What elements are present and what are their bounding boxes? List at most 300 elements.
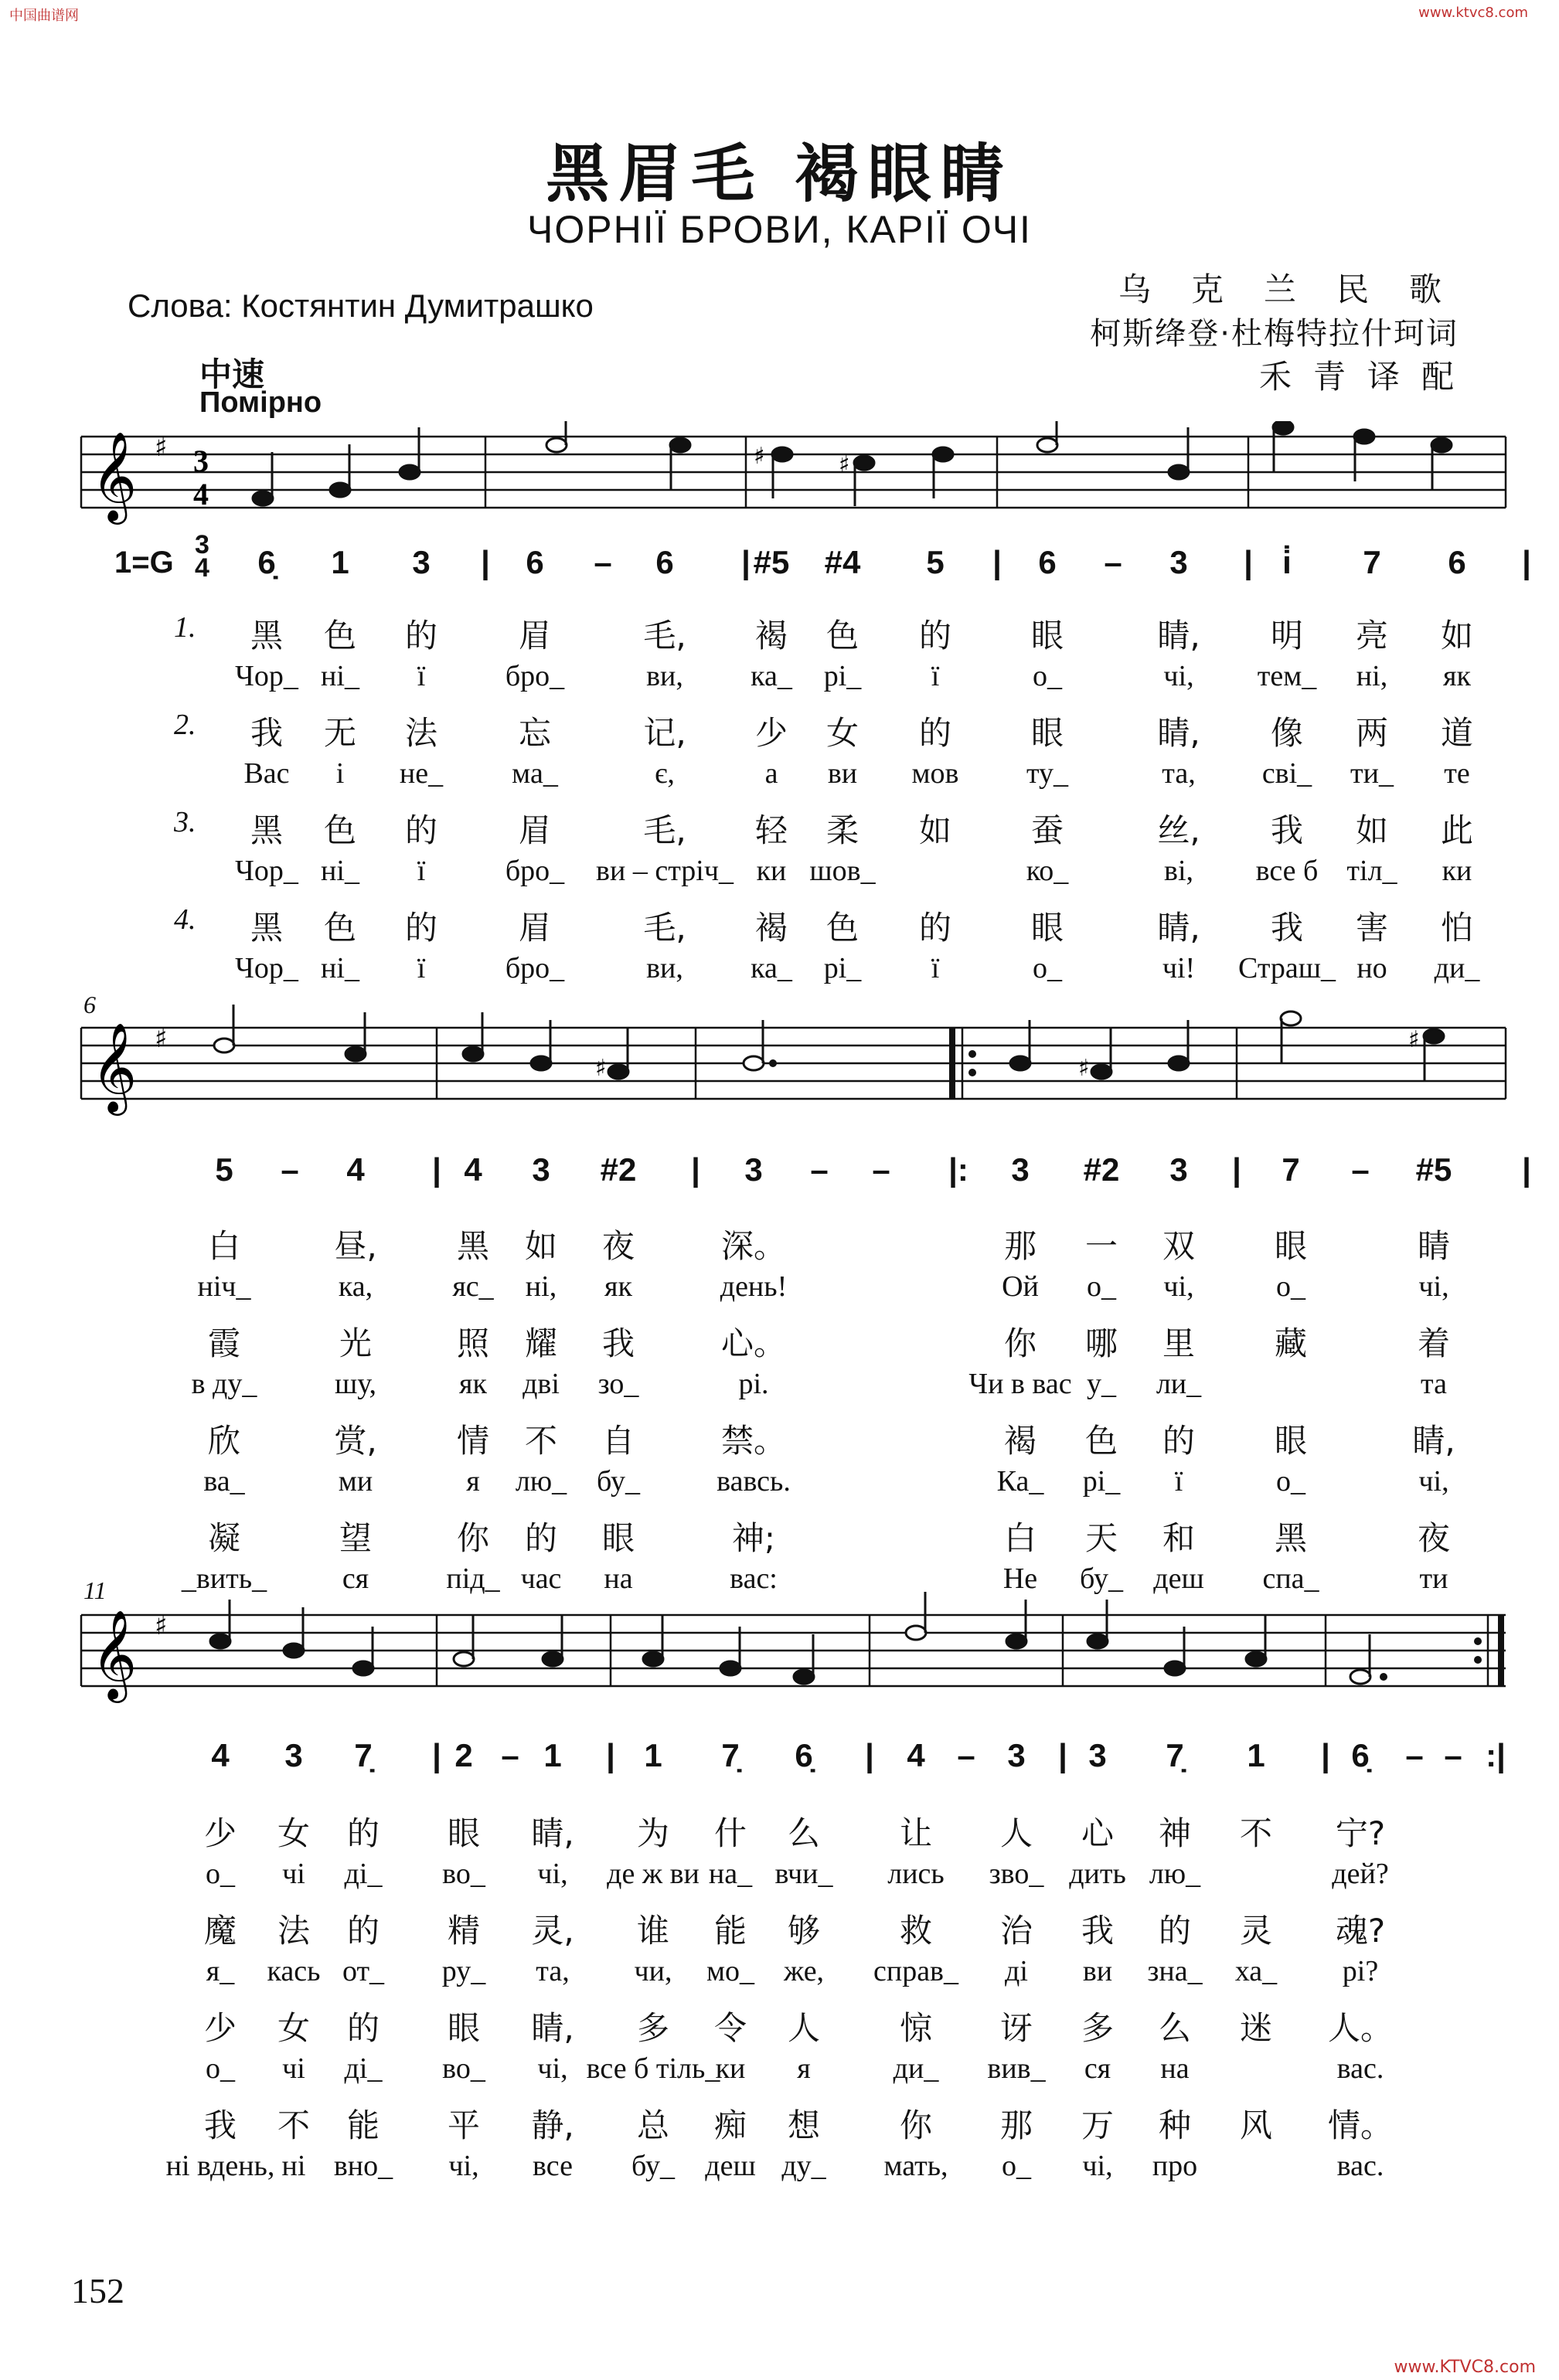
lyric-syllable: 静, xyxy=(531,2106,574,2144)
notation-symbol: i̇ xyxy=(1282,544,1292,580)
lyric-syllable: вно_ xyxy=(333,2150,393,2182)
lyric-syllable: 色 xyxy=(323,811,357,849)
lyric-syllable: дві xyxy=(523,1368,560,1400)
lyric-syllable: 魂? xyxy=(1335,1912,1386,1950)
lyric-syllable: 赏, xyxy=(334,1422,377,1460)
lyric-syllable: чі, xyxy=(1163,660,1194,692)
notation-symbol: | xyxy=(432,1151,441,1188)
svg-text:♯: ♯ xyxy=(155,432,168,463)
lyric-syllable: 我 xyxy=(250,714,284,752)
lyric-line-ukrainian xyxy=(0,1954,1559,2001)
lyric-syllable: бро_ xyxy=(505,952,565,984)
lyric-syllable: о_ xyxy=(1276,1270,1305,1303)
lyric-syllable: 眉 xyxy=(518,811,552,849)
lyric-syllable: 女 xyxy=(277,2009,311,2047)
lyric-syllable: все б xyxy=(1255,855,1319,887)
lyric-syllable: все xyxy=(533,2150,573,2182)
lyric-syllable: ма_ xyxy=(512,757,558,790)
lyric-syllable: 情。 xyxy=(1327,2106,1394,2144)
lyric-syllable: 照 xyxy=(456,1324,490,1362)
lyric-syllable: я xyxy=(797,2052,811,2085)
lyric-syllable: 睛, xyxy=(531,2009,574,2047)
lyric-syllable: рі_ xyxy=(823,660,862,692)
notation-symbol: | xyxy=(481,544,490,580)
treble-clef-icon: 𝄞 xyxy=(91,1609,138,1699)
lyric-syllable: вас: xyxy=(730,1562,778,1595)
lyricist-credit-ukrainian: Слова: Костянтин Думитрашко xyxy=(128,287,594,324)
lyric-syllable: 天 xyxy=(1084,1519,1118,1557)
notation-symbol: 5 xyxy=(215,1151,233,1188)
lyric-syllable: от_ xyxy=(342,1955,385,1987)
notation-symbol: | xyxy=(432,1737,441,1773)
lyric-syllable: 耀 xyxy=(524,1324,558,1362)
lyric-syllable: 色 xyxy=(323,617,357,654)
notation-symbol: 6̣ xyxy=(257,544,276,580)
lyric-syllable: ї xyxy=(1174,1465,1183,1498)
lyric-syllable: ду_ xyxy=(781,2150,826,2182)
lyric-syllable: 昼, xyxy=(334,1227,377,1265)
lyric-syllable: чі, xyxy=(1082,2150,1113,2182)
lyric-syllable: 的 xyxy=(918,714,952,752)
lyric-syllable: 为 xyxy=(636,1814,670,1852)
verse-number: 3. xyxy=(174,806,196,838)
lyric-syllable: во_ xyxy=(442,2052,485,2085)
lyric-syllable: 黑 xyxy=(250,811,284,849)
notation-symbol: 3 xyxy=(1169,1151,1188,1188)
lyric-syllable: лю_ xyxy=(515,1465,567,1498)
notation-symbol: 3 xyxy=(284,1737,303,1773)
lyric-line-chinese xyxy=(0,1221,1559,1267)
lyric-syllable: рі. xyxy=(738,1368,769,1400)
lyric-line-chinese xyxy=(0,903,1559,949)
lyric-syllable: о_ xyxy=(1002,2150,1031,2182)
lyric-syllable: 睛, xyxy=(1157,714,1200,752)
lyric-syllable: 你 xyxy=(456,1519,490,1557)
lyric-syllable: Чор_ xyxy=(235,952,298,984)
lyric-syllable: 一 xyxy=(1084,1227,1118,1265)
lyric-syllable: а xyxy=(764,757,778,790)
lyric-syllable: 的 xyxy=(346,2009,380,2047)
lyric-syllable: лись xyxy=(887,1858,945,1890)
lyric-line-ukrainian xyxy=(0,951,1559,998)
lyric-syllable: 想 xyxy=(787,2106,821,2144)
lyric-syllable: 毛, xyxy=(643,909,686,947)
lyric-syllable: но xyxy=(1356,952,1387,984)
lyric-syllable: ми xyxy=(338,1465,373,1498)
notation-symbol: 1 xyxy=(331,544,349,580)
lyric-syllable: 黑 xyxy=(456,1227,490,1265)
lyric-syllable: ї xyxy=(931,660,940,692)
lyric-syllable: 亮 xyxy=(1355,617,1389,654)
tempo-marking-ukrainian: Помірно xyxy=(199,386,322,419)
notation-symbol: – xyxy=(1104,544,1122,580)
notation-symbol: | xyxy=(741,544,751,580)
lyric-syllable: Чор_ xyxy=(235,855,298,887)
lyric-syllable: бро_ xyxy=(505,855,565,887)
lyric-syllable: Страш_ xyxy=(1237,952,1336,984)
notation-symbol: – xyxy=(957,1737,975,1773)
lyric-syllable: 魔 xyxy=(203,1912,237,1950)
lyric-syllable: 睛, xyxy=(1157,617,1200,654)
lyric-syllable: 眼 xyxy=(447,1814,481,1852)
lyric-syllable: Ой xyxy=(1002,1270,1039,1303)
notation-symbol: 6 xyxy=(526,544,544,580)
lyric-syllable: 黑 xyxy=(250,617,284,654)
lyric-syllable: ви, xyxy=(646,952,683,984)
notation-symbol: #5 xyxy=(753,544,790,580)
lyric-syllable: 人。 xyxy=(1327,2009,1394,2047)
notation-symbol: #4 xyxy=(824,544,861,580)
lyric-syllable: 我 xyxy=(1270,909,1304,947)
lyric-syllable: 褐 xyxy=(754,617,788,654)
lyric-syllable: 睛 xyxy=(1417,1227,1451,1265)
notation-symbol: | xyxy=(1058,1737,1067,1773)
lyric-syllable: 白 xyxy=(207,1227,241,1265)
lyric-syllable: 灵, xyxy=(531,1912,574,1950)
lyric-syllable: _вить_ xyxy=(181,1562,267,1595)
lyric-syllable: рі? xyxy=(1342,1955,1379,1987)
notation-symbol: 7̣ xyxy=(354,1737,373,1773)
lyric-syllable: на xyxy=(1160,2052,1190,2085)
lyric-syllable: бро_ xyxy=(505,660,565,692)
lyric-syllable: 如 xyxy=(1355,811,1389,849)
staff-system-2 xyxy=(0,1005,1559,1120)
lyric-syllable: о_ xyxy=(1033,952,1062,984)
lyric-syllable: Не xyxy=(1002,1562,1038,1595)
notation-symbol: | xyxy=(606,1737,615,1773)
lyric-syllable: рі_ xyxy=(823,952,862,984)
lyric-syllable: і xyxy=(335,757,345,790)
lyric-syllable: 禁。 xyxy=(720,1422,787,1460)
lyric-syllable: як xyxy=(604,1270,632,1303)
lyric-syllable: зво_ xyxy=(989,1858,1044,1890)
lyric-syllable: чі, xyxy=(1418,1465,1449,1498)
key-signature: 1=G xyxy=(114,546,174,580)
notation-symbol: – xyxy=(501,1737,519,1773)
lyric-syllable: 不 xyxy=(1239,1814,1273,1852)
lyric-syllable: 那 xyxy=(1003,1227,1037,1265)
svg-text:♯: ♯ xyxy=(754,443,765,470)
lyric-syllable: 法 xyxy=(404,714,438,752)
lyric-syllable: 女 xyxy=(825,714,859,752)
lyric-syllable: ви xyxy=(1082,1955,1113,1987)
lyric-syllable: 我 xyxy=(601,1324,635,1362)
lyric-syllable: ки xyxy=(715,2052,746,2085)
lyric-syllable: 让 xyxy=(899,1814,933,1852)
lyric-syllable: 多 xyxy=(636,2009,670,2047)
lyric-syllable: ки xyxy=(756,855,787,887)
lyric-syllable: 么 xyxy=(1158,2009,1192,2047)
lyric-syllable: ви, xyxy=(646,660,683,692)
notation-symbol: 6̣ xyxy=(795,1737,813,1773)
notation-symbol: 3 xyxy=(744,1151,763,1188)
translator-credit: 禾青译配 xyxy=(1258,358,1476,396)
lyric-line-chinese xyxy=(0,2100,1559,2147)
lyric-syllable: мать, xyxy=(883,2150,948,2182)
lyric-syllable: 少 xyxy=(203,1814,237,1852)
lyric-syllable: 忘 xyxy=(518,714,552,752)
notation-symbol: 7̣ xyxy=(721,1737,740,1773)
lyric-syllable: 么 xyxy=(787,1814,821,1852)
lyric-syllable: ся xyxy=(1084,2052,1111,2085)
lyric-syllable: те xyxy=(1444,757,1470,790)
lyric-syllable: 道 xyxy=(1440,714,1474,752)
lyric-syllable: во_ xyxy=(442,1858,485,1890)
lyric-syllable: 哪 xyxy=(1084,1324,1118,1362)
lyric-syllable: 的 xyxy=(1158,1912,1192,1950)
svg-text:3: 3 xyxy=(193,444,209,478)
staff-system-3 xyxy=(0,1592,1559,1708)
lyric-line-chinese xyxy=(0,1906,1559,1952)
lyric-syllable: деш xyxy=(1153,1562,1204,1595)
lyric-syllable: зна_ xyxy=(1147,1955,1203,1987)
lyric-syllable: 神 xyxy=(1158,1814,1192,1852)
notation-symbol: – xyxy=(281,1151,299,1188)
lyric-line-chinese xyxy=(0,805,1559,852)
lyricist-credit: 柯斯绛登·杜梅特拉什珂词 xyxy=(1090,316,1459,352)
numbered-notation-row xyxy=(0,544,1559,590)
lyric-syllable: 如 xyxy=(524,1227,558,1265)
notation-symbol: 6 xyxy=(1448,544,1466,580)
lyric-syllable: Чор_ xyxy=(235,660,298,692)
lyric-syllable: ки xyxy=(1442,855,1472,887)
lyric-syllable: 色 xyxy=(825,909,859,947)
notation-symbol: 3 xyxy=(1011,1151,1030,1188)
lyric-line-ukrainian xyxy=(0,659,1559,706)
lyric-syllable: о_ xyxy=(1276,1465,1305,1498)
notation-symbol: | xyxy=(1321,1737,1330,1773)
svg-text:♯: ♯ xyxy=(1078,1055,1090,1082)
lyric-syllable: чи, xyxy=(634,1955,672,1987)
lyric-syllable: 惊 xyxy=(899,2009,933,2047)
lyric-syllable: час xyxy=(520,1562,562,1595)
lyric-line-chinese xyxy=(0,610,1559,657)
treble-clef-icon: 𝄞 xyxy=(91,430,138,521)
lyric-syllable: 的 xyxy=(524,1519,558,1557)
lyric-syllable: 少 xyxy=(754,714,788,752)
lyric-syllable: 你 xyxy=(1003,1324,1037,1362)
lyric-syllable: ди_ xyxy=(893,2052,939,2085)
lyric-syllable: 救 xyxy=(899,1912,933,1950)
notation-symbol: | xyxy=(1232,1151,1241,1188)
lyric-syllable: тіл_ xyxy=(1346,855,1397,887)
lyric-syllable: ї xyxy=(417,855,426,887)
lyric-syllable: 平 xyxy=(447,2106,481,2144)
lyric-line-chinese xyxy=(0,708,1559,754)
lyric-syllable: 法 xyxy=(277,1912,311,1950)
lyric-syllable: на xyxy=(604,1562,633,1595)
lyric-line-ukrainian xyxy=(0,756,1559,803)
time-signature: 3 4 xyxy=(195,530,209,583)
lyric-syllable: о_ xyxy=(206,2052,235,2085)
notation-symbol: 7 xyxy=(1282,1151,1300,1188)
lyric-syllable: 什 xyxy=(713,1814,747,1852)
lyric-syllable: 此 xyxy=(1440,811,1474,849)
lyric-syllable: чі! xyxy=(1162,952,1196,984)
verse-number: 2. xyxy=(174,709,196,741)
notation-symbol: 7̣ xyxy=(1166,1737,1184,1773)
lyric-syllable: 色 xyxy=(1084,1422,1118,1460)
lyric-syllable: 凝 xyxy=(207,1519,241,1557)
lyric-syllable: 褐 xyxy=(1003,1422,1037,1460)
lyric-syllable: 如 xyxy=(1440,617,1474,654)
lyric-line-chinese xyxy=(0,1808,1559,1855)
lyric-syllable: 色 xyxy=(323,909,357,947)
lyric-syllable: 人 xyxy=(787,2009,821,2047)
lyric-syllable: 总 xyxy=(636,2106,670,2144)
lyric-syllable: 那 xyxy=(999,2106,1033,2144)
lyric-syllable: 人 xyxy=(999,1814,1033,1852)
treble-clef-icon: 𝄞 xyxy=(91,1022,138,1112)
lyric-syllable: ли_ xyxy=(1156,1368,1202,1400)
lyric-syllable: ні_ xyxy=(321,952,359,984)
lyric-syllable: 眼 xyxy=(1030,909,1064,947)
lyric-syllable: де ж ви xyxy=(607,1858,700,1890)
lyric-syllable: Чи в вас xyxy=(968,1368,1072,1400)
lyric-syllable: день! xyxy=(720,1270,788,1303)
svg-text:♯: ♯ xyxy=(839,451,850,478)
lyric-syllable: ви – стріч_ xyxy=(596,855,734,887)
lyric-syllable: 害 xyxy=(1355,909,1389,947)
lyric-syllable: 你 xyxy=(899,2106,933,2144)
lyric-syllable: 睛, xyxy=(531,1814,574,1852)
lyric-syllable: деш xyxy=(705,2150,756,2182)
origin-credit: 乌克兰民歌 xyxy=(1118,270,1482,308)
lyric-syllable: 毛, xyxy=(643,811,686,849)
lyric-syllable: бу_ xyxy=(631,2150,675,2182)
lyric-syllable: вчи_ xyxy=(774,1858,833,1890)
notation-symbol: 3 xyxy=(1169,544,1188,580)
lyric-syllable: 光 xyxy=(339,1324,373,1362)
lyric-syllable: же, xyxy=(783,1955,825,1987)
lyric-syllable: все б тіль_ xyxy=(586,2052,720,2085)
lyric-syllable: ка, xyxy=(338,1270,373,1303)
lyric-syllable: чі, xyxy=(1418,1270,1449,1303)
lyric-syllable: 和 xyxy=(1162,1519,1196,1557)
lyric-syllable: 眼 xyxy=(1030,617,1064,654)
lyric-syllable: 深。 xyxy=(720,1227,787,1265)
lyric-syllable: 双 xyxy=(1162,1227,1196,1265)
watermark-top-left: 中国曲谱网 xyxy=(9,8,79,24)
notation-symbol: | xyxy=(992,544,1002,580)
notation-symbol: 4 xyxy=(211,1737,230,1773)
measure-number: 11 xyxy=(83,1576,107,1604)
lyric-syllable: 藏 xyxy=(1274,1324,1308,1362)
lyric-syllable: 能 xyxy=(713,1912,747,1950)
lyric-syllable: на_ xyxy=(708,1858,753,1890)
lyric-line-ukrainian xyxy=(0,1270,1559,1316)
svg-text:♯: ♯ xyxy=(595,1055,607,1082)
lyric-syllable: ти_ xyxy=(1350,757,1394,790)
lyric-syllable: 色 xyxy=(825,617,859,654)
lyric-syllable: 心。 xyxy=(720,1324,787,1362)
lyric-syllable: 的 xyxy=(918,617,952,654)
lyric-syllable: ха_ xyxy=(1234,1955,1278,1987)
tempo-marking-chinese: 中速 xyxy=(199,355,265,393)
lyric-syllable: яс_ xyxy=(452,1270,494,1303)
notation-symbol: 6̣ xyxy=(1351,1737,1370,1773)
lyric-syllable: 治 xyxy=(999,1912,1033,1950)
notation-symbol: – xyxy=(872,1151,890,1188)
lyric-syllable: мов xyxy=(911,757,959,790)
lyric-line-chinese xyxy=(0,1513,1559,1559)
lyric-syllable: 宁? xyxy=(1335,1814,1386,1852)
lyric-line-chinese xyxy=(0,1416,1559,1462)
lyric-syllable: ді_ xyxy=(344,2052,383,2085)
lyric-syllable: я xyxy=(466,1465,480,1498)
lyric-syllable: шов_ xyxy=(809,855,876,887)
lyric-syllable: 着 xyxy=(1417,1324,1451,1362)
notation-symbol: 1 xyxy=(1247,1737,1265,1773)
lyric-line-ukrainian xyxy=(0,1367,1559,1413)
lyric-syllable: чі, xyxy=(537,1858,568,1890)
notation-symbol: 2 xyxy=(454,1737,473,1773)
lyric-syllable: 神; xyxy=(731,1519,776,1557)
lyric-syllable: 黑 xyxy=(250,909,284,947)
notation-symbol: 5 xyxy=(926,544,945,580)
lyric-syllable: 令 xyxy=(713,2009,747,2047)
lyric-syllable: 风 xyxy=(1239,2106,1273,2144)
page-number: 152 xyxy=(71,2271,124,2310)
notation-symbol: 3 xyxy=(412,544,431,580)
lyric-syllable: 霞 xyxy=(207,1324,241,1362)
lyric-syllable: 眉 xyxy=(518,909,552,947)
song-title-chinese: 黑眉毛 褐眼睛 xyxy=(546,137,1013,211)
lyric-line-ukrainian xyxy=(0,854,1559,900)
lyric-syllable: я_ xyxy=(206,1955,235,1987)
notation-symbol: 1 xyxy=(644,1737,662,1773)
lyric-syllable: 的 xyxy=(918,909,952,947)
lyric-syllable: 眉 xyxy=(518,617,552,654)
lyric-syllable: вас. xyxy=(1336,2052,1384,2085)
lyric-syllable: 多 xyxy=(1081,2009,1115,2047)
lyric-syllable: ді_ xyxy=(344,1858,383,1890)
lyric-syllable: 我 xyxy=(1081,1912,1115,1950)
lyric-syllable: 丝, xyxy=(1157,811,1200,849)
lyric-syllable: ру_ xyxy=(441,1955,486,1987)
lyric-syllable: 望 xyxy=(339,1519,373,1557)
lyric-syllable: ні вдень, xyxy=(165,2150,275,2182)
lyric-syllable: 的 xyxy=(404,811,438,849)
lyric-syllable: 的 xyxy=(404,617,438,654)
svg-text:4: 4 xyxy=(193,477,209,512)
numbered-notation-row xyxy=(0,1737,1559,1783)
song-title-ukrainian: ЧОРНІЇ БРОВИ, КАРІЇ ОЧІ xyxy=(527,208,1032,251)
lyric-syllable: 两 xyxy=(1355,714,1389,752)
lyric-syllable: ді xyxy=(1005,1955,1028,1987)
lyric-syllable: ї xyxy=(417,660,426,692)
notation-symbol: 3 xyxy=(1088,1737,1107,1773)
lyric-syllable: 不 xyxy=(277,2106,311,2144)
lyric-syllable: зо_ xyxy=(597,1368,639,1400)
notation-symbol: – xyxy=(1444,1737,1462,1773)
watermark-bottom-right: www.KTVC8.com xyxy=(1394,2358,1536,2377)
lyric-syllable: ні, xyxy=(525,1270,557,1303)
lyric-syllable: 的 xyxy=(404,909,438,947)
notation-symbol: | xyxy=(691,1151,700,1188)
lyric-syllable: 精 xyxy=(447,1912,481,1950)
lyric-syllable: о_ xyxy=(1033,660,1062,692)
lyric-syllable: 讶 xyxy=(999,2009,1033,2047)
lyric-syllable: мо_ xyxy=(706,1955,755,1987)
lyric-syllable: 我 xyxy=(1270,811,1304,849)
lyric-syllable: тем_ xyxy=(1257,660,1317,692)
watermark-top-right: www.ktvc8.com xyxy=(1418,5,1528,21)
verse-number: 1. xyxy=(174,611,196,644)
lyric-line-chinese xyxy=(0,1318,1559,1365)
lyric-syllable: 白 xyxy=(1003,1519,1037,1557)
notation-symbol: 3 xyxy=(1007,1737,1026,1773)
